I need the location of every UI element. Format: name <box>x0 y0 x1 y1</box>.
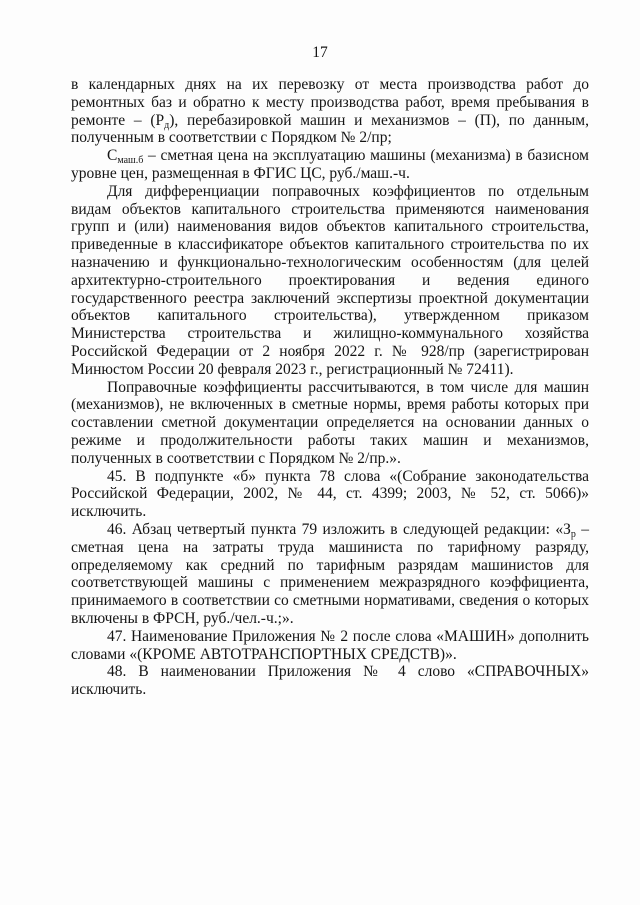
paragraph-text: в календарных днях на их перевозку от места производства работ до ремонтных баз и обратно к месту производства работ, время пребывания в ремонте – (Р <box>71 76 589 129</box>
paragraph-p1 <box>71 76 589 147</box>
paragraph-text: С <box>107 147 118 165</box>
paragraph-p6 <box>71 521 589 628</box>
paragraph-text: 47. Наименование Приложения № 2 после слова «МАШИН» дополнить словами «(КРОМЕ АВТОТРАНСПОРТНЫХ СРЕДСТВ)». <box>71 627 589 663</box>
paragraph-p7 <box>71 628 589 664</box>
paragraph-text: ), перебазировкой машин и механизмов – (П), по данным, полученным в соответствии с Порядком № 2/пр; <box>71 111 589 147</box>
subscript: р <box>570 528 576 540</box>
paragraph-text: – сметная цена на эксплуатацию машины (механизма) в базисном уровне цен, размещенная в ФГИС ЦС, руб./маш.-ч. <box>71 147 589 182</box>
paragraph-text: 45. В подпункте «б» пункта 78 слова «(Собрание законодательства Российской Федерации, 2002, № 44, ст. 4399; 2003, № 52, ст. 5066)» исключить. <box>71 467 589 521</box>
paragraph-p3 <box>71 183 589 379</box>
paragraph-text: Поправочные коэффициенты рассчитываются, в том числе для машин (механизмов), не включенных в сметные нормы, время работы которых при составлении сметной документации определяется на основании данных о режиме и продолжительности работы таких машин и механизмов, полученных в соответствии с Порядком № 2/пр.». <box>71 378 589 467</box>
paragraph-p4 <box>71 379 589 468</box>
subscript: д <box>164 119 170 131</box>
page-number: 17 <box>312 44 328 61</box>
paragraph-p8 <box>71 663 589 699</box>
document-body <box>71 76 589 699</box>
paragraph-p2 <box>71 147 589 183</box>
paragraph-text: 48. В наименовании Приложения № 4 слово «СПРАВОЧНЫХ» исключить. <box>71 663 589 699</box>
paragraph-text: – сметная цена на затраты труда машиниста по тарифному разряду, определяемому как средний по тарифным разрядам машинистов для соответствующей машины с применением межразрядного коэффициента, принимаемого в соответствии со сметными нормативами, сведения о которых включены в ФРСН, руб./чел.-ч.;». <box>71 520 589 627</box>
paragraph-text: 46. Абзац четвертый пункта 79 изложить в следующей редакции: «З <box>107 520 571 538</box>
paragraph-text: Для дифференциации поправочных коэффициентов по отдельным видам объектов капитального строительства применяются наименования групп и (или) наименования видов объектов капитального строительства, приведенные в классификаторе объектов капитального строительства по их назначению и функционально-технологическим особенностям (для целей архитектурно-строительного проектирования и ведения единого государственного реестра заключений экспертизы проектной документации объектов капитального строительства), утвержденном приказом Министерства строительства и жилищно-коммунального хозяйства Российской Федерации от 2 ноября 2022 г. № 928/пр (зарегистрирован Минюстом России 20 февраля 2023 г., регистрационный № 72411). <box>71 182 589 378</box>
subscript: маш.б <box>117 155 144 167</box>
paragraph-p5 <box>71 468 589 521</box>
